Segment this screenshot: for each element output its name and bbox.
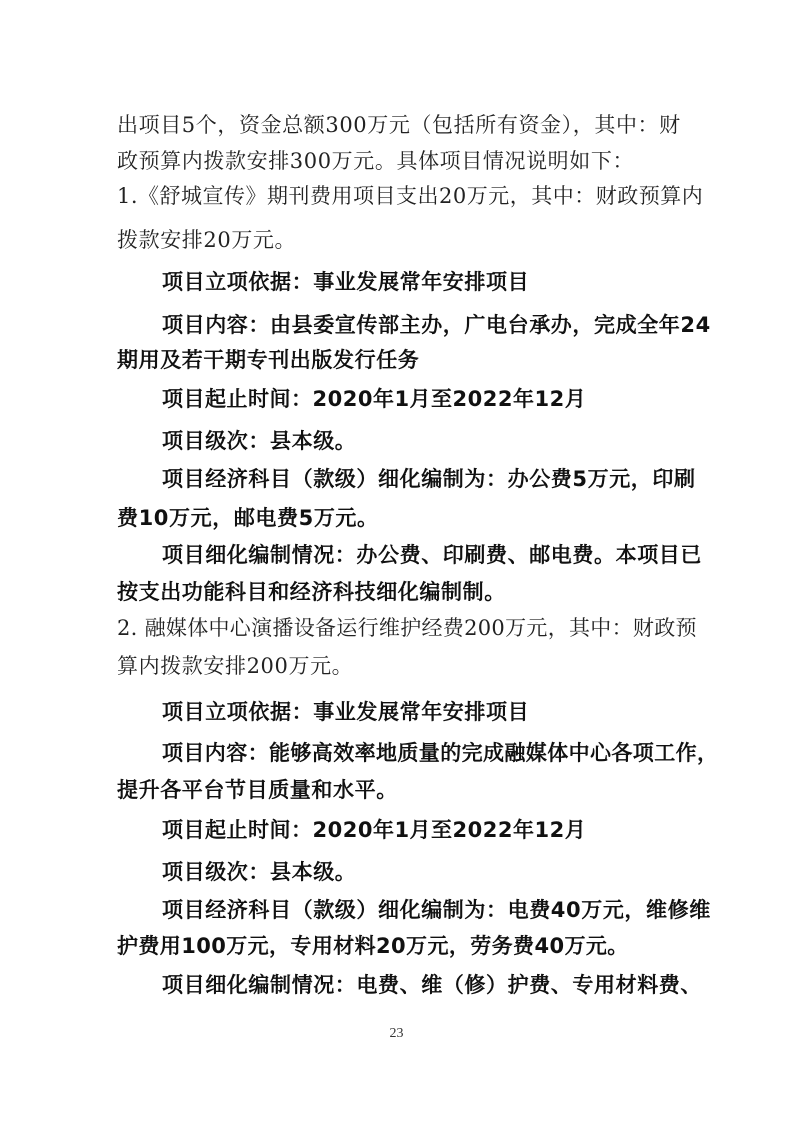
- project-1-detail-cont: 按支出功能科目和经济科技细化编制制。: [117, 580, 506, 604]
- project-1-content-cont: 期用及若干期专刊出版发行任务: [117, 348, 420, 372]
- project-1-heading: 1.《舒城宣传》期刊费用项目支出20万元，其中：财政预算内: [117, 184, 704, 208]
- project-2-economic: 项目经济科目（款级）细化编制为：电费40万元，维修维: [162, 898, 711, 922]
- project-1-economic-cont: 费10万元，邮电费5万元。: [117, 506, 379, 530]
- project-2-content: 项目内容：能够高效率地质量的完成融媒体中心各项工作，: [162, 741, 719, 765]
- project-1-period: 项目起止时间：2020年1月至2022年12月: [162, 387, 587, 411]
- project-2-content-cont: 提升各平台节目质量和水平。: [117, 778, 398, 802]
- project-1-heading-cont: 拨款安排20万元。: [117, 228, 297, 252]
- project-1-economic: 项目经济科目（款级）细化编制为：办公费5万元，印刷: [162, 467, 696, 491]
- project-1-level: 项目级次：县本级。: [162, 429, 357, 453]
- project-2-basis: 项目立项依据：事业发展常年安排项目: [162, 700, 530, 724]
- body-line-1: 出项目5个，资金总额300万元（包括所有资金），其中：财: [117, 113, 681, 137]
- body-line-2: 政预算内拨款安排300万元。具体项目情况说明如下：: [117, 149, 635, 173]
- project-2-economic-cont: 护费用100万元，专用材料20万元，劳务费40万元。: [117, 934, 629, 958]
- project-2-level: 项目级次：县本级。: [162, 860, 357, 884]
- project-2-period: 项目起止时间：2020年1月至2022年12月: [162, 818, 587, 842]
- project-2-detail: 项目细化编制情况：电费、维（修）护费、专用材料费、: [162, 973, 702, 997]
- project-1-detail: 项目细化编制情况：办公费、印刷费、邮电费。本项目已: [162, 543, 702, 567]
- project-2-heading-cont: 算内拨款安排200万元。: [117, 654, 354, 678]
- page-number: 23: [389, 1026, 404, 1041]
- project-2-heading: 2. 融媒体中心演播设备运行维护经费200万元，其中：财政预: [117, 616, 697, 640]
- project-1-content: 项目内容：由县委宣传部主办，广电台承办，完成全年24: [162, 313, 711, 337]
- project-1-basis: 项目立项依据：事业发展常年安排项目: [162, 270, 530, 294]
